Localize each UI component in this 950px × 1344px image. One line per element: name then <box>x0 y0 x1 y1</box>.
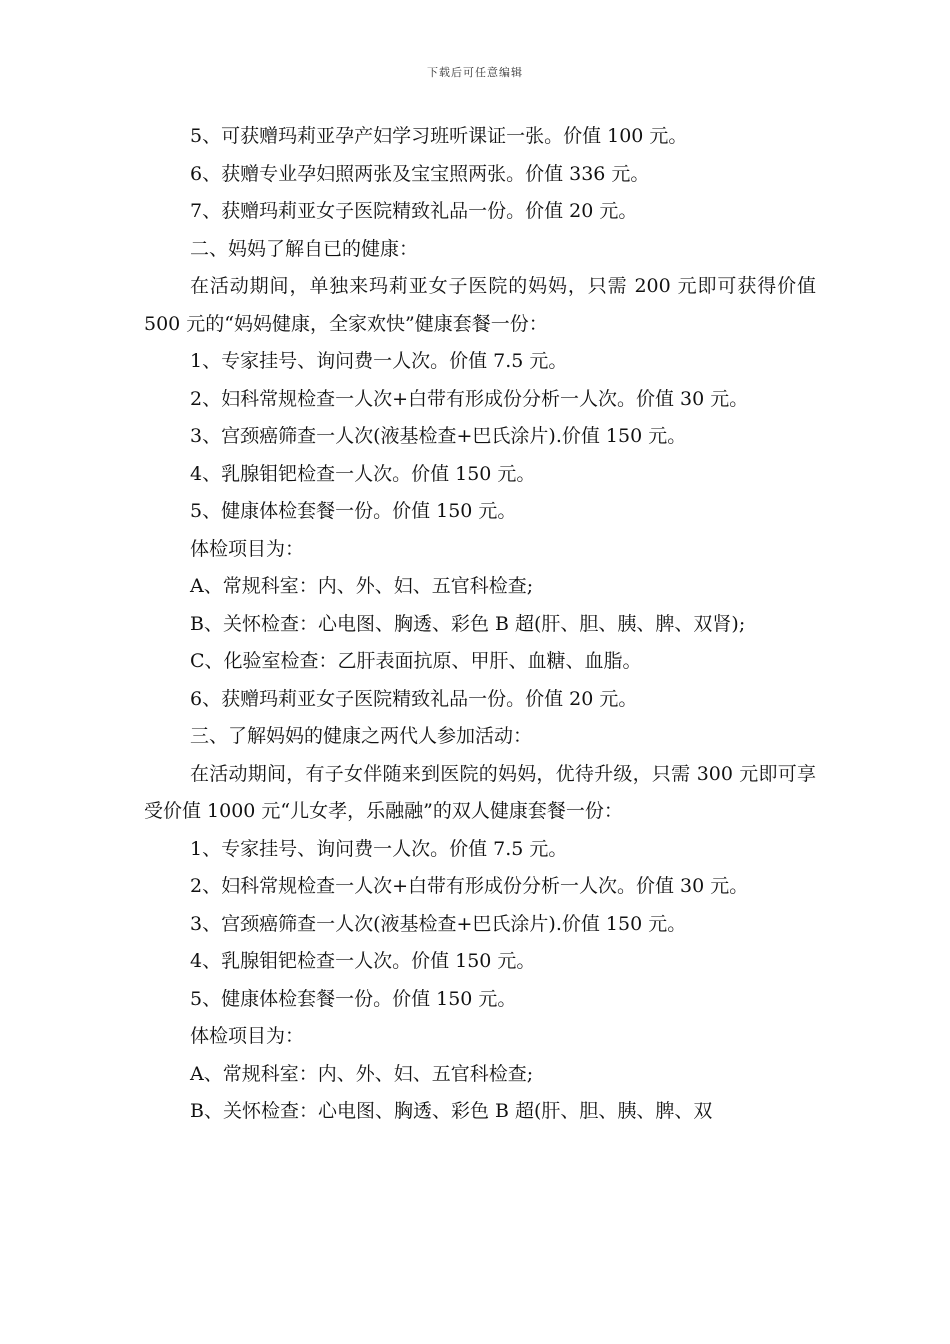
paragraph-line: 7、获赠玛莉亚女子医院精致礼品一份。价值 20 元。 <box>190 200 638 222</box>
list-item: 4、乳腺钼钯检查一人次。价值 150 元。 <box>190 950 536 972</box>
section-heading: 二、妈妈了解自已的健康： <box>190 237 419 260</box>
page-header-note: 下载后可任意编辑 <box>427 66 523 79</box>
list-item: 4、乳腺钼钯检查一人次。价值 150 元。 <box>190 462 536 485</box>
document-body <box>144 118 816 1131</box>
list-item: 5、健康体检套餐一份。价值 150 元。 <box>190 500 517 522</box>
list-item: 1、专家挂号、询问费一人次。价值 7.5 元。 <box>190 350 568 372</box>
list-item: A、常规科室：内、外、妇、五官科检查; <box>190 575 534 597</box>
list-item: 2、妇科常规检查一人次+白带有形成份分析一人次。价值 30 元。 <box>190 875 749 897</box>
list-item: A、常规科室：内、外、妇、五官科检查; <box>190 1062 534 1085</box>
paragraph-line: 5、可获赠玛莉亚孕产妇学习班听课证一张。价值 100 元。 <box>190 125 688 147</box>
section-heading: 三、了解妈妈的健康之两代人参加活动： <box>190 725 533 747</box>
list-item: C、化验室检查：乙肝表面抗原、甲肝、血糖、血脂。 <box>190 650 642 672</box>
paragraph-line: 体检项目为： <box>190 537 305 560</box>
list-item: 6、获赠玛莉亚女子医院精致礼品一份。价值 20 元。 <box>190 687 638 710</box>
list-item: 1、专家挂号、询问费一人次。价值 7.5 元。 <box>190 837 568 860</box>
list-item: 5、健康体检套餐一份。价值 150 元。 <box>190 987 517 1010</box>
list-item: B、关怀检查：心电图、胸透、彩色 B 超(肝、胆、胰、脾、双肾); <box>190 612 746 635</box>
list-item: 2、妇科常规检查一人次+白带有形成份分析一人次。价值 30 元。 <box>190 387 749 410</box>
list-item: 3、宫颈癌筛查一人次(液基检查+巴氏涂片).价值 150 元。 <box>190 425 687 447</box>
paragraph-line: 体检项目为： <box>190 1025 305 1047</box>
list-item: B、关怀检查：心电图、胸透、彩色 B 超(肝、胆、胰、脾、双 <box>190 1100 713 1122</box>
list-item: 3、宫颈癌筛查一人次(液基检查+巴氏涂片).价值 150 元。 <box>190 912 687 935</box>
paragraph-line: 6、获赠专业孕妇照两张及宝宝照两张。价值 336 元。 <box>190 162 650 185</box>
paragraph: 在活动期间，单独来玛莉亚女子医院的妈妈，只需 200 元即可获得价值 500 元的“妈妈健康，全家欢快”健康套餐一份： <box>144 275 816 335</box>
paragraph: 在活动期间，有子女伴随来到医院的妈妈，优待升级，只需 300 元即可享受价值 1000 元“儿女孝，乐融融”的双人健康套餐一份： <box>144 762 816 822</box>
